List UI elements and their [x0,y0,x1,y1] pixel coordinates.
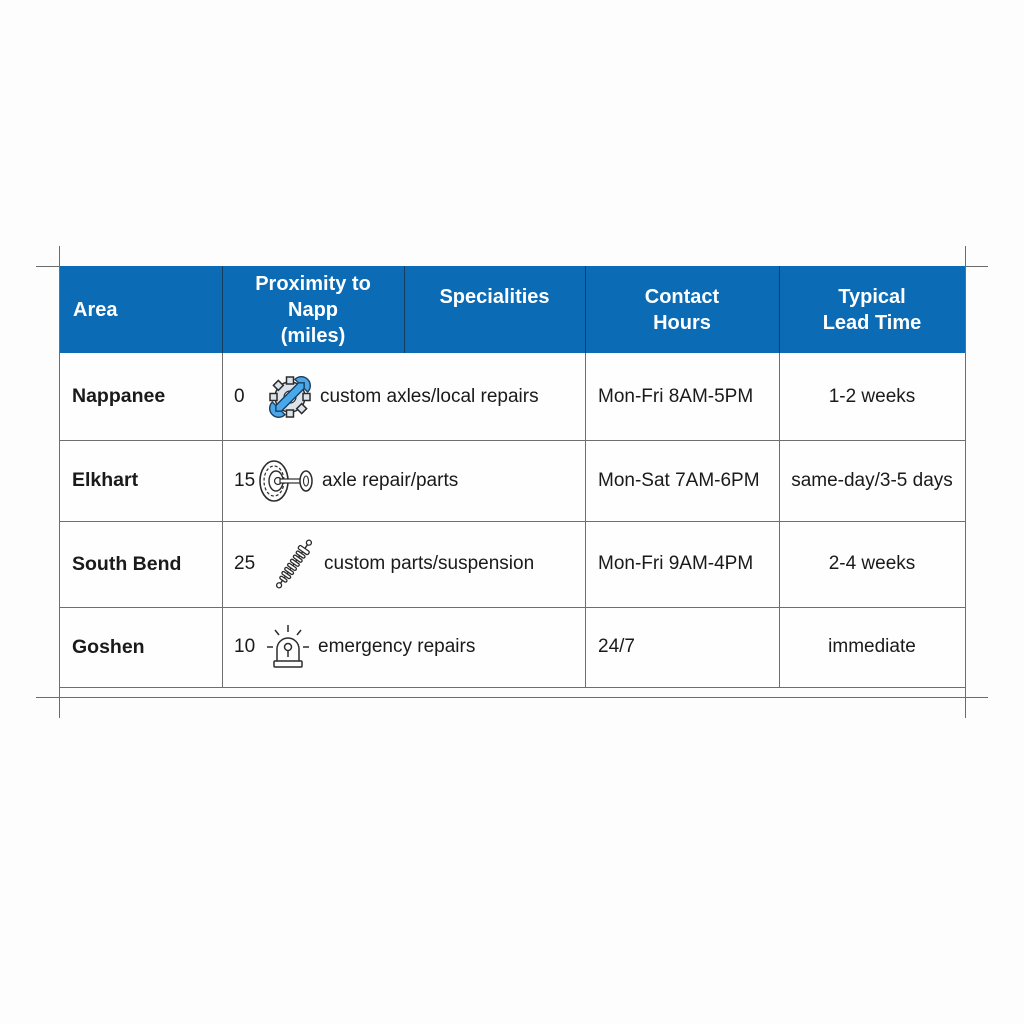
header-divider [585,266,586,353]
row-divider [59,687,965,688]
column-divider [779,353,780,687]
wheel-axle-icon [258,457,318,505]
proximity-miles: 15 [234,469,256,491]
header-specialities [404,266,585,328]
table-row-4-area [59,607,222,687]
header-proximity-line1: Proximity to [255,272,371,295]
row-divider [59,521,965,522]
table-row-2-lead-time [779,440,965,521]
table-row-2-hours [585,440,779,521]
header-lead-line2: Lead Time [822,311,922,334]
proximity-miles: 10 [234,636,256,657]
table-row-3-area [59,521,222,607]
lead-time: same-day/3-5 days [791,469,953,491]
header-proximity-line2: Napp [288,298,338,321]
header-divider [404,266,405,353]
area-name: Elkhart [72,469,139,491]
table-row-4-lead-time [779,607,965,687]
row-divider [59,440,965,441]
contact-hours: Mon-Sat 7AM-6PM [598,469,760,491]
header-contact-line2: Hours [653,311,711,334]
specialities-text: custom parts/suspension [324,553,535,574]
area-name: South Bend [72,552,182,575]
header-lead-line1: Typical [838,285,906,308]
table-row-1-area [59,353,222,440]
row-divider [59,607,965,608]
wrench-gear-icon [264,373,316,421]
header-divider [222,266,223,353]
contact-hours: Mon-Fri 9AM-4PM [598,553,754,574]
header-area [59,266,222,353]
table-row-2-proximity [222,440,585,521]
lead-time: 1-2 weeks [828,385,916,407]
coil-spring-icon [268,540,320,588]
lead-time: 2-4 weeks [828,553,916,574]
header-area-label: Area [73,298,118,321]
table-row-3-proximity [222,521,585,607]
service-providers-table [59,266,965,697]
emergency-siren-icon [262,623,314,671]
column-divider [222,353,223,687]
header-contact-hours [585,266,779,353]
header-proximity-line3: (miles) [280,324,346,347]
header-lead-time [779,266,965,353]
area-name: Goshen [72,635,145,658]
lead-time: immediate [828,636,916,657]
table-row-2-area [59,440,222,521]
header-contact-line1: Contact [644,285,720,308]
specialities-text: custom axles/local repairs [320,385,539,407]
crop-mark-bottom [36,697,988,698]
table-row-1-lead-time [779,353,965,440]
header-proximity [222,266,404,353]
table-row-1-hours [585,353,779,440]
table-border-left [59,266,60,697]
table-border-right [965,266,966,697]
area-name: Nappanee [72,385,166,407]
header-specialities-bg [404,328,585,353]
proximity-miles: 0 [234,385,245,407]
specialities-text: emergency repairs [318,636,476,657]
header-divider [779,266,780,353]
table-row-3-lead-time [779,521,965,607]
table-row-4-proximity [222,607,585,687]
specialities-text: axle repair/parts [322,469,459,491]
proximity-miles: 25 [234,553,256,574]
column-divider [585,353,586,687]
table-row-3-hours [585,521,779,607]
header-specialities-label: Specialities [439,286,550,308]
contact-hours: 24/7 [598,636,635,657]
contact-hours: Mon-Fri 8AM-5PM [598,385,754,407]
table-row-4-hours [585,607,779,687]
table-row-1-proximity [222,353,585,440]
